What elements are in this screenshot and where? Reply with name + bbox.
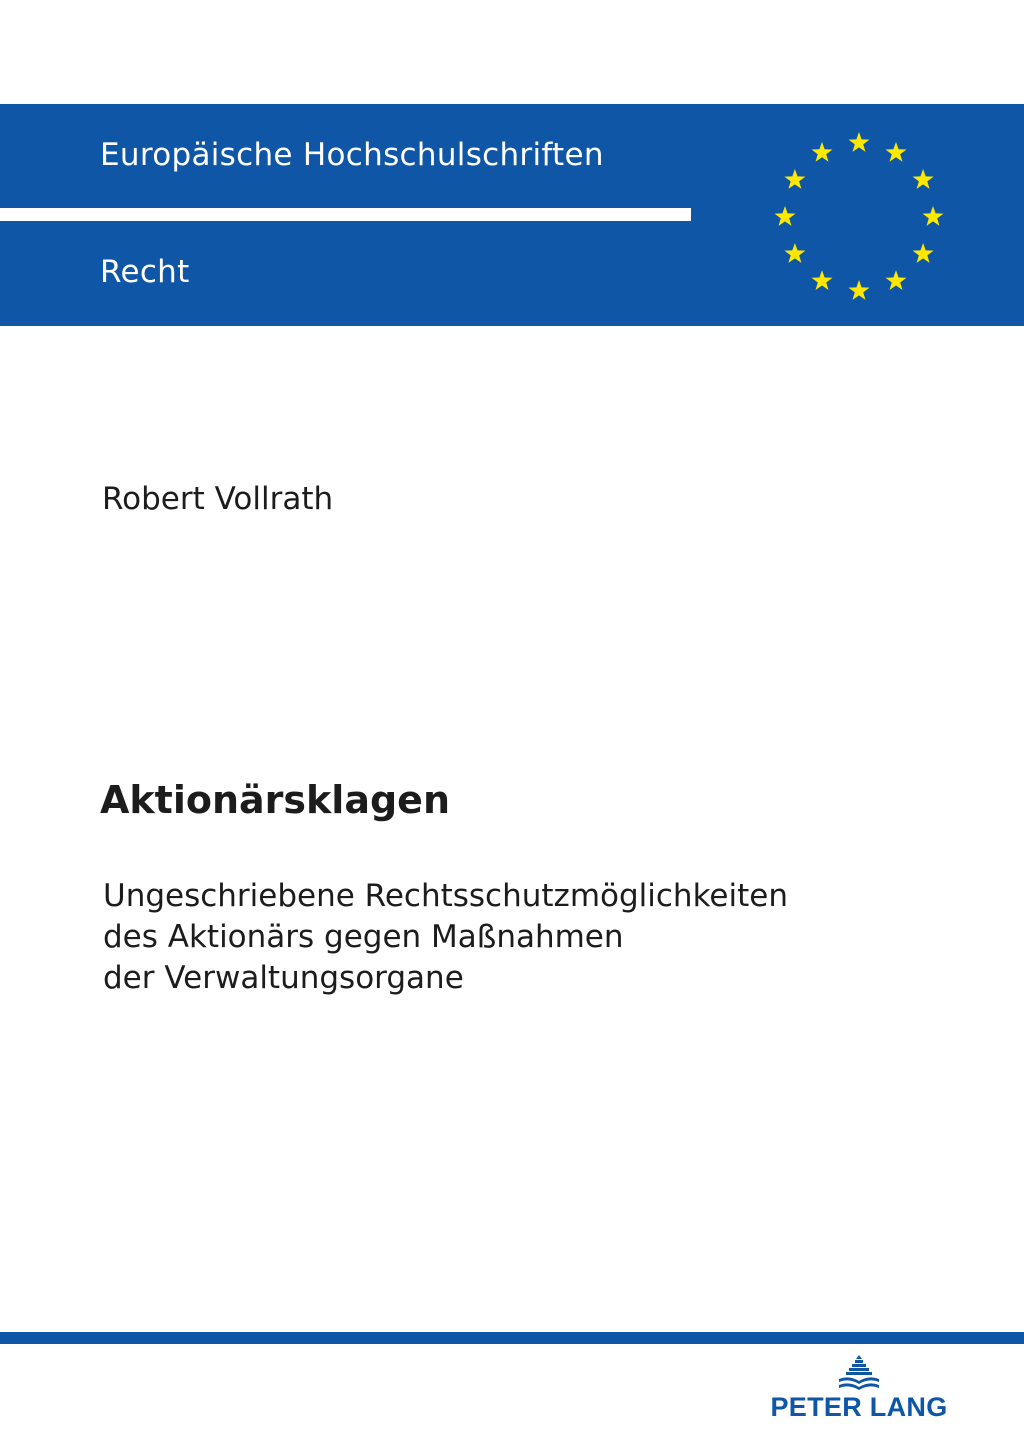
author-name: Robert Vollrath	[102, 481, 334, 517]
star-icon	[886, 142, 907, 162]
subtitle-line: Ungeschriebene Rechtsschutzmöglichkeiten	[103, 878, 788, 914]
eu-stars-circle-icon	[768, 126, 950, 308]
star-icon	[886, 270, 907, 290]
series-title: Europäische Hochschulschriften	[100, 137, 604, 173]
star-icon	[849, 132, 870, 152]
publisher-name: PETER LANG	[770, 1392, 948, 1422]
star-icon	[784, 243, 805, 263]
star-icon	[784, 169, 805, 189]
publisher-logo	[768, 1354, 950, 1426]
book-title: Aktionärsklagen	[100, 778, 450, 822]
star-icon	[775, 206, 796, 226]
star-icon	[913, 243, 934, 263]
footer-rule	[0, 1332, 1024, 1344]
series-band-rule	[0, 208, 691, 221]
series-subject: Recht	[100, 254, 190, 290]
star-icon	[923, 206, 944, 226]
star-icon	[812, 142, 833, 162]
book-subtitle	[103, 876, 788, 999]
star-icon	[913, 169, 934, 189]
star-icon	[849, 280, 870, 300]
subtitle-line: des Aktionärs gegen Maßnahmen	[103, 919, 624, 955]
subtitle-line: der Verwaltungsorgane	[103, 960, 464, 996]
star-icon	[812, 270, 833, 290]
peter-lang-logo-icon	[835, 1354, 883, 1392]
